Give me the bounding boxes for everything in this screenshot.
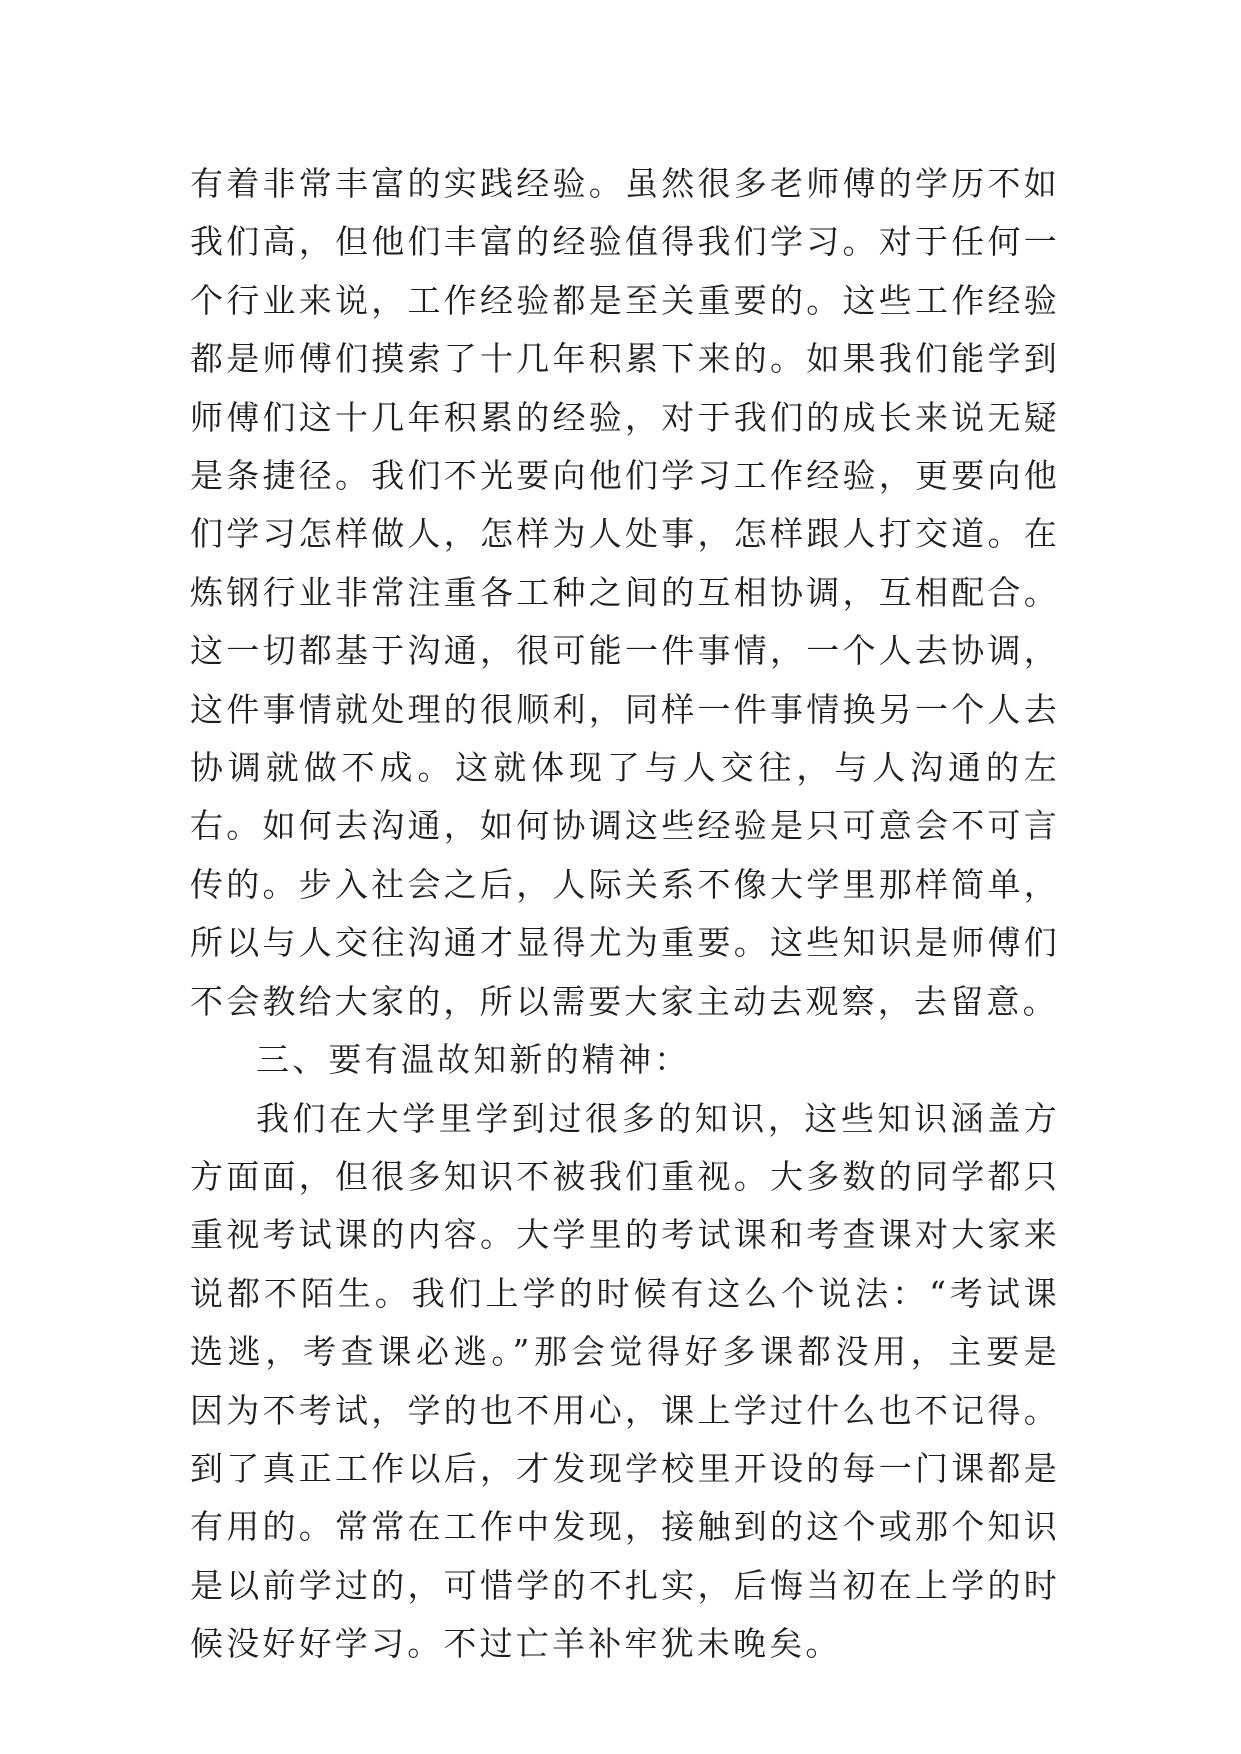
paragraph-continuation: 有着非常丰富的实践经验。虽然很多老师傅的学历不如我们高，但他们丰富的经验值得我们学习。对于任何一个行业来说，工作经验都是至关重要的。这些工作经验都是师傅们摸索了十几年积累下来的。如果我们能学到师傅们这十几年积累的经验，对于我们的成长来说无疑是条捷径。我们不光要向他们学习工作经验，更要向他们学习怎样做人，怎样为人处事，怎样跟人打交道。在炼钢行业非常注重各工种之间的互相协调，互相配合。这一切都基于沟通，很可能一件事情，一个人去协调，这件事情就处理的很顺利，同样一件事情换另一个人去协调就做不成。这就体现了与人交往，与人沟通的左右。如何去沟通，如何协调这些经验是只可意会不可言传的。步入社会之后，人际关系不像大学里那样简单，所以与人交往沟通才显得尤为重要。这些知识是师傅们不会教给大家的，所以需要大家主动去观察，去留意。	[190, 164, 1060, 1021]
paragraph-body: 我们在大学里学到过很多的知识，这些知识涵盖方方面面，但很多知识不被我们重视。大多数的同学都只重视考试课的内容。大学里的考试课和考查课对大家来说都不陌生。我们上学的时候有这么个说法：“考试课选逃，考查课必逃。”那会觉得好多课都没用，主要是因为不考试，学的也不用心，课上学过什么也不记得。到了真正工作以后，才发现学校里开设的每一门课都是有用的。常常在工作中发现，接触到的这个或那个知识是以前学过的，可惜学的不扎实，后悔当初在上学的时候没好好学习。不过亡羊补牢犹未晚矣。	[190, 1098, 1060, 1664]
document-body	[190, 155, 1060, 1674]
section-heading: 三、要有温故知新的精神：	[256, 1040, 691, 1080]
